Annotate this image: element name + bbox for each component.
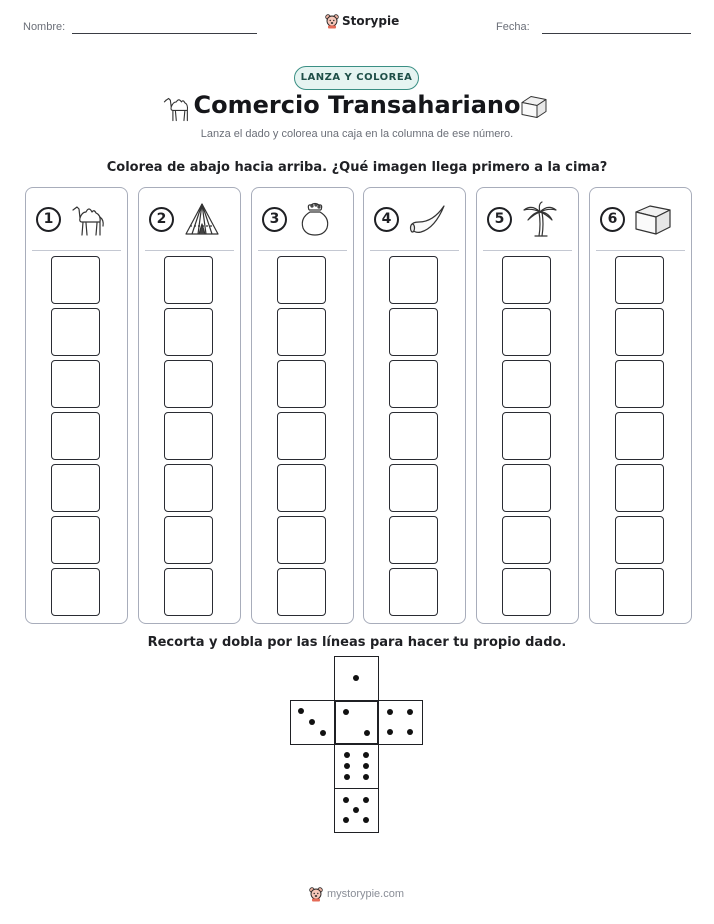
die-pip <box>353 807 359 813</box>
color-box[interactable] <box>615 568 664 616</box>
die-pip <box>364 730 370 736</box>
bear-icon <box>309 886 323 902</box>
box-stack <box>502 256 551 620</box>
column-number: 5 <box>487 207 512 232</box>
column-number: 3 <box>262 207 287 232</box>
color-box[interactable] <box>51 464 100 512</box>
instruction-top: Colorea de abajo hacia arriba. ¿Qué imagen llega primero a la cima? <box>106 160 608 175</box>
die-pip <box>343 797 349 803</box>
die-pip <box>387 709 393 715</box>
column-1 <box>25 187 128 624</box>
color-box[interactable] <box>615 464 664 512</box>
gold-bag-icon <box>294 200 336 240</box>
die-pip <box>363 763 369 769</box>
die-pip <box>363 797 369 803</box>
color-box[interactable] <box>502 464 551 512</box>
color-box[interactable] <box>502 516 551 564</box>
camel-icon <box>68 200 110 240</box>
color-box[interactable] <box>164 308 213 356</box>
color-box[interactable] <box>164 516 213 564</box>
ivory-tusk-icon <box>406 200 448 240</box>
color-box[interactable] <box>277 464 326 512</box>
color-box[interactable] <box>389 360 438 408</box>
color-box[interactable] <box>164 568 213 616</box>
column-number: 4 <box>374 207 399 232</box>
box-stack <box>51 256 100 620</box>
color-box[interactable] <box>164 412 213 460</box>
color-box[interactable] <box>51 256 100 304</box>
column-divider <box>32 250 121 251</box>
column-4 <box>363 187 466 624</box>
color-box[interactable] <box>502 412 551 460</box>
die-pip <box>363 817 369 823</box>
color-box[interactable] <box>51 412 100 460</box>
box-stack <box>164 256 213 620</box>
color-box[interactable] <box>51 516 100 564</box>
color-box[interactable] <box>502 256 551 304</box>
column-number: 6 <box>600 207 625 232</box>
color-box[interactable] <box>51 360 100 408</box>
die-pip <box>344 763 350 769</box>
color-box[interactable] <box>502 360 551 408</box>
die-pip <box>407 709 413 715</box>
brand-name: Storypie <box>342 14 400 28</box>
die-face-3 <box>290 700 335 745</box>
column-divider <box>483 250 572 251</box>
color-box[interactable] <box>615 308 664 356</box>
die-pip <box>309 719 315 725</box>
bear-icon <box>325 13 339 29</box>
color-box[interactable] <box>277 412 326 460</box>
color-box[interactable] <box>277 308 326 356</box>
color-box[interactable] <box>164 360 213 408</box>
die-face-6 <box>334 744 379 789</box>
tent-icon <box>181 200 223 240</box>
color-box[interactable] <box>389 412 438 460</box>
page-title: Comercio Transahariano <box>193 91 521 119</box>
color-box[interactable] <box>51 308 100 356</box>
column-2 <box>138 187 241 624</box>
activity-badge: LANZA Y COLOREA <box>294 66 419 90</box>
color-box[interactable] <box>277 568 326 616</box>
color-box[interactable] <box>277 516 326 564</box>
die-pip <box>344 774 350 780</box>
color-box[interactable] <box>389 256 438 304</box>
box-stack <box>277 256 326 620</box>
column-3 <box>251 187 354 624</box>
color-box[interactable] <box>389 516 438 564</box>
color-box[interactable] <box>502 568 551 616</box>
die-face-2 <box>334 700 379 745</box>
color-box[interactable] <box>615 360 664 408</box>
footer <box>309 886 404 902</box>
color-box[interactable] <box>277 256 326 304</box>
color-box[interactable] <box>615 412 664 460</box>
color-box[interactable] <box>277 360 326 408</box>
color-box[interactable] <box>502 308 551 356</box>
color-box[interactable] <box>389 568 438 616</box>
column-6 <box>589 187 692 624</box>
subtitle: Lanza el dado y colorea una caja en la columna de ese número. <box>200 128 514 140</box>
column-divider <box>596 250 685 251</box>
die-pip <box>343 817 349 823</box>
name-line <box>72 33 257 34</box>
color-box[interactable] <box>164 464 213 512</box>
salt-block-icon <box>519 92 549 122</box>
column-number: 1 <box>36 207 61 232</box>
die-pip <box>363 774 369 780</box>
color-box[interactable] <box>389 464 438 512</box>
die-pip <box>343 709 349 715</box>
die-pip <box>298 708 304 714</box>
date-line <box>542 33 691 34</box>
color-box[interactable] <box>615 516 664 564</box>
column-divider <box>145 250 234 251</box>
column-number: 2 <box>149 207 174 232</box>
color-box[interactable] <box>51 568 100 616</box>
footer-url[interactable]: mystorypie.com <box>327 888 405 900</box>
die-face-1 <box>334 656 379 701</box>
column-divider <box>370 250 459 251</box>
die-face-5 <box>334 788 379 833</box>
box-stack <box>615 256 664 620</box>
color-box[interactable] <box>389 308 438 356</box>
die-pip <box>407 729 413 735</box>
die-pip <box>387 729 393 735</box>
column-divider <box>258 250 347 251</box>
storypie-logo <box>325 13 399 29</box>
die-pip <box>353 675 359 681</box>
palm-tree-icon <box>519 200 561 240</box>
date-label: Fecha: <box>496 21 530 33</box>
die-face-4 <box>378 700 423 745</box>
name-label: Nombre: <box>23 21 66 33</box>
column-5 <box>476 187 579 624</box>
die-pip <box>320 730 326 736</box>
die-pip <box>363 752 369 758</box>
salt-block-icon <box>632 200 674 240</box>
instruction-bottom: Recorta y dobla por las líneas para hacer tu propio dado. <box>147 635 567 650</box>
color-box[interactable] <box>164 256 213 304</box>
color-box[interactable] <box>615 256 664 304</box>
die-pip <box>344 752 350 758</box>
box-stack <box>389 256 438 620</box>
